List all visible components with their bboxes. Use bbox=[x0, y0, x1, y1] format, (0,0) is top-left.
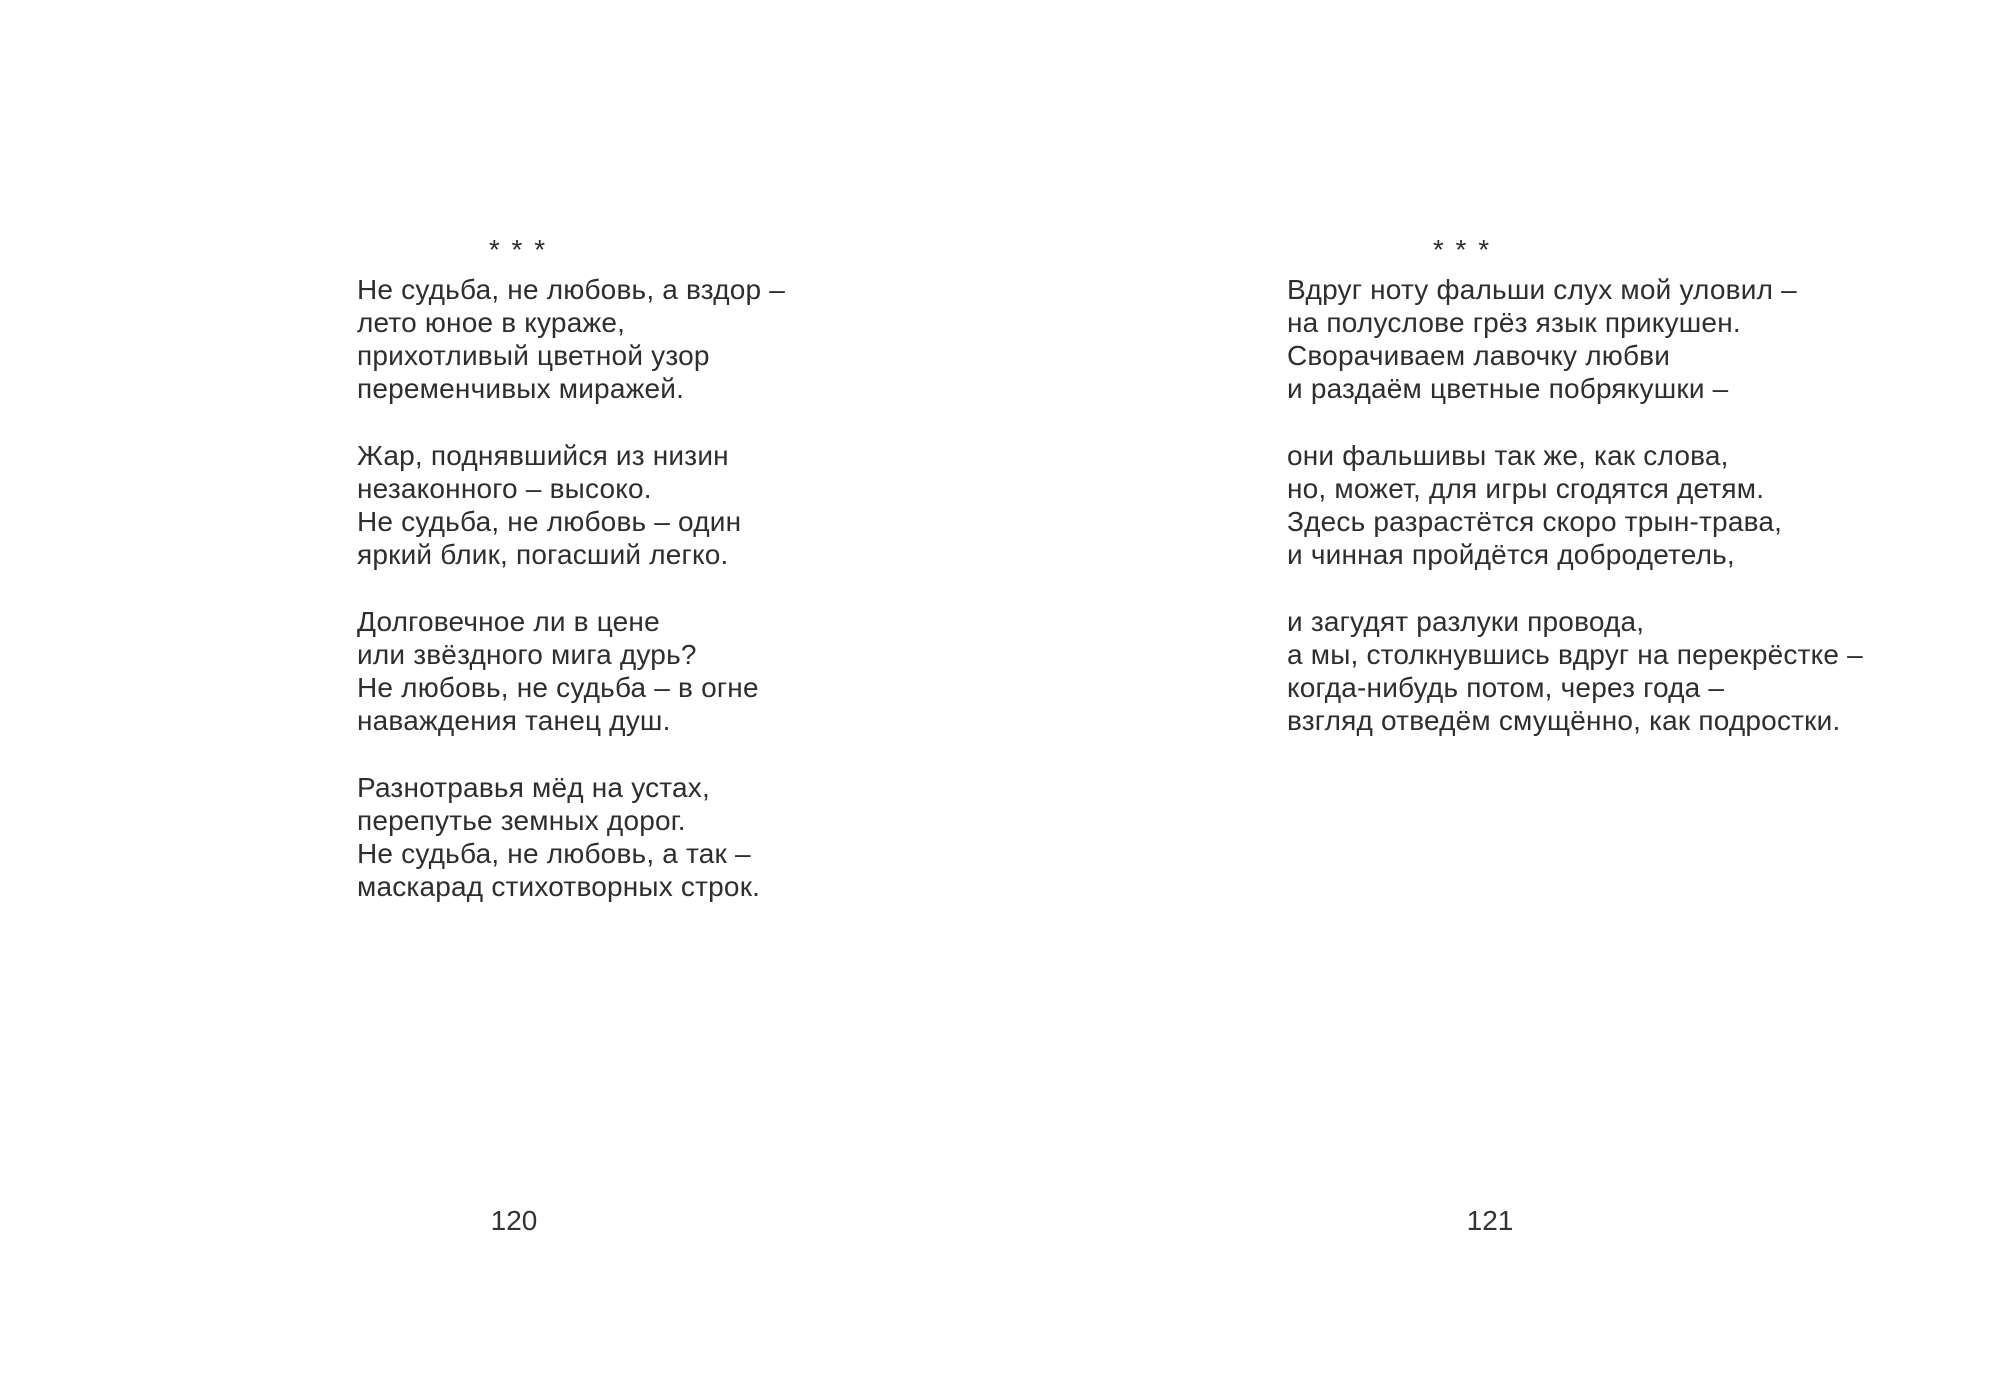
page-number-right: 121 bbox=[1466, 1205, 1514, 1236]
poem-left bbox=[357, 233, 785, 937]
poem-left-stanzas bbox=[357, 273, 785, 903]
poem-divider-asterisks: * * * bbox=[488, 234, 548, 265]
stanza: Не судьба, не любовь, а вздор – лето юное в кураже, прихотливый цветной узор переменчивых миражей. bbox=[357, 274, 786, 404]
poem-right-stanzas bbox=[1287, 273, 1863, 737]
stanza: Жар, поднявшийся из низин незаконного – высоко. Не судьба, не любовь – один яркий блик, погасший легко. bbox=[357, 440, 742, 570]
page-number-left: 120 bbox=[490, 1205, 538, 1236]
stanza: они фальшивы так же, как слова, но, может, для игры сгодятся детям. Здесь разрастётся скоро трын-трава, и чинная пройдётся добродетель, bbox=[1287, 440, 1783, 570]
stanza: и загудят разлуки провода, а мы, столкнувшись вдруг на перекрёстке – когда-нибудь потом, через года – взгляд отведём смущённо, как подростки. bbox=[1287, 606, 1863, 736]
poem-right bbox=[1287, 233, 1863, 771]
stanza: Долговечное ли в цене или звёздного мига дурь? Не любовь, не судьба – в огне наваждения танец душ. bbox=[357, 606, 759, 736]
poem-divider-asterisks: * * * bbox=[1432, 234, 1492, 265]
stanza: Вдруг ноту фальши слух мой уловил – на полуслове грёз язык прикушен. Сворачиваем лавочку любви и раздаём цветные побрякушки – bbox=[1287, 274, 1797, 404]
stanza: Разнотравья мёд на устах, перепутье земных дорог. Не судьба, не любовь, а так – маскарад стихотворных строк. bbox=[357, 772, 761, 902]
